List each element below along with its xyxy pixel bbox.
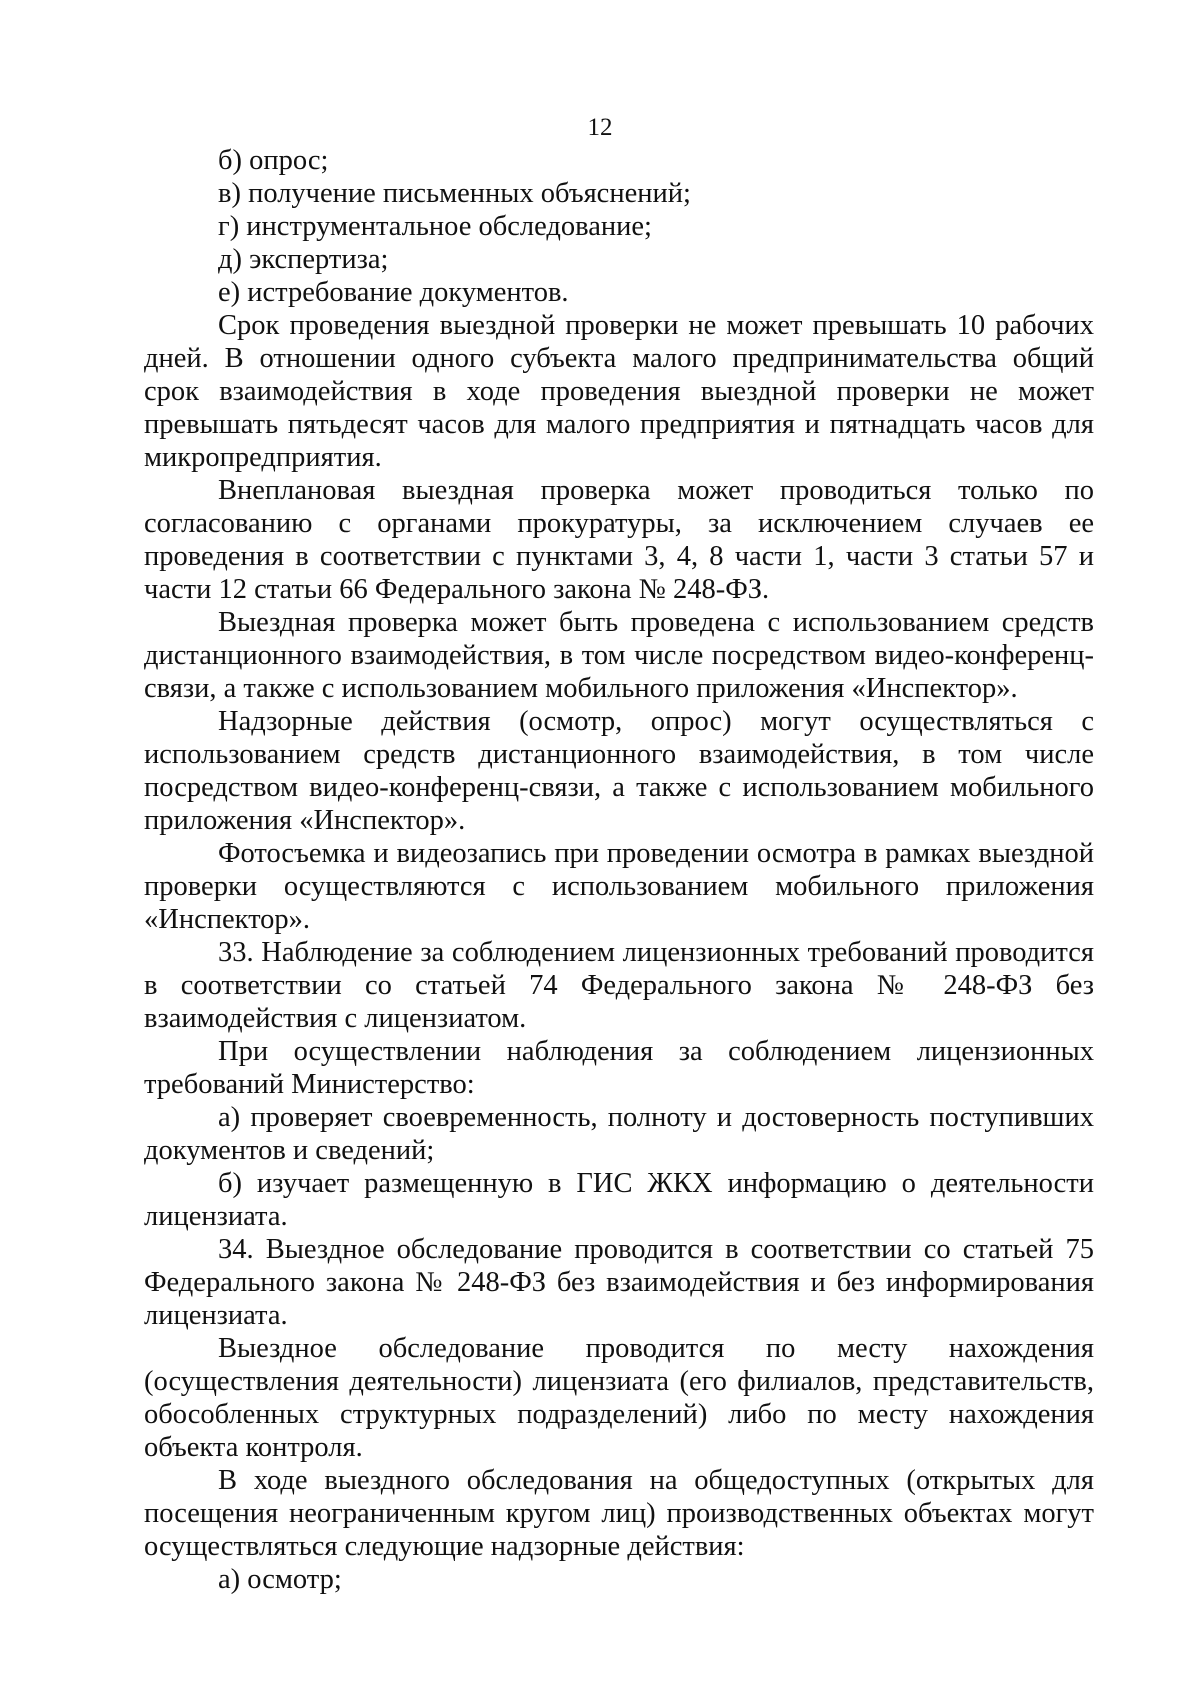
list-item-b-survey: б) опрос;: [218, 145, 329, 176]
paragraph-unscheduled-inspection: Внеплановая выездная проверка может проводиться только по согласованию с органами прокуратуры, за исключением случаев ее проведения в соответствии с пунктами 3, 4, 8 части 1, части 3 статьи 57 и части 12 статьи 66 Федерального закона № 248-ФЗ.: [144, 475, 1094, 605]
paragraph-observation-ministry: При осуществлении наблюдения за соблюдением лицензионных требований Министерство:: [144, 1036, 1094, 1100]
paragraph-field-survey-location: Выездное обследование проводится по месту нахождения (осуществления деятельности) лицензиата (его филиалов, представительств, обособленных структурных подразделений) либо по месту нахождения объекта контроля.: [144, 1333, 1094, 1463]
paragraph-field-survey-actions: В ходе выездного обследования на общедоступных (открытых для посещения неограниченным кругом лиц) производственных объектах могут осуществляться следующие надзорные действия:: [144, 1465, 1094, 1562]
paragraph-supervisory-actions-remote: Надзорные действия (осмотр, опрос) могут осуществляться с использованием средств дистанционного взаимодействия, в том числе посредством видео-конференц-связи, а также с использованием мобильного приложения «Инспектор».: [144, 706, 1094, 836]
list-item-d-expertise: д) экспертиза;: [218, 244, 389, 275]
list-item-a-checks-documents: а) проверяет своевременность, полноту и достоверность поступивших документов и сведений;: [144, 1102, 1094, 1166]
paragraph-item-33: 33. Наблюдение за соблюдением лицензионных требований проводится в соответствии со статьей 74 Федерального закона № 248-ФЗ без взаимодействия с лицензиатом.: [144, 937, 1094, 1034]
list-item-a-inspection: а) осмотр;: [218, 1564, 342, 1595]
document-body: [144, 144, 1094, 1596]
paragraph-photo-video: Фотосъемка и видеозапись при проведении осмотра в рамках выездной проверки осуществляются с использованием мобильного приложения «Инспектор».: [144, 838, 1094, 935]
list-item-g-instrumental-examination: г) инструментальное обследование;: [218, 211, 652, 242]
list-item-e-document-request: е) истребование документов.: [218, 277, 569, 308]
paragraph-inspection-duration: Срок проведения выездной проверки не может превышать 10 рабочих дней. В отношении одного субъекта малого предпринимательства общий срок взаимодействия в ходе проведения выездной проверки не может превышать пятьдесят часов для малого предприятия и пятнадцать часов для микропредприятия.: [144, 310, 1094, 473]
paragraph-item-34: 34. Выездное обследование проводится в соответствии со статьей 75 Федерального закона № 248-ФЗ без взаимодействия и без информирования лицензиата.: [144, 1234, 1094, 1331]
paragraph-remote-interaction: Выездная проверка может быть проведена с использованием средств дистанционного взаимодействия, в том числе посредством видео-конференц-связи, а также с использованием мобильного приложения «Инспектор».: [144, 607, 1094, 704]
list-item-b-studies-gis: б) изучает размещенную в ГИС ЖКХ информацию о деятельности лицензиата.: [144, 1168, 1094, 1232]
page-number: 12: [587, 114, 613, 141]
list-item-v-written-explanations: в) получение письменных объяснений;: [218, 178, 691, 209]
